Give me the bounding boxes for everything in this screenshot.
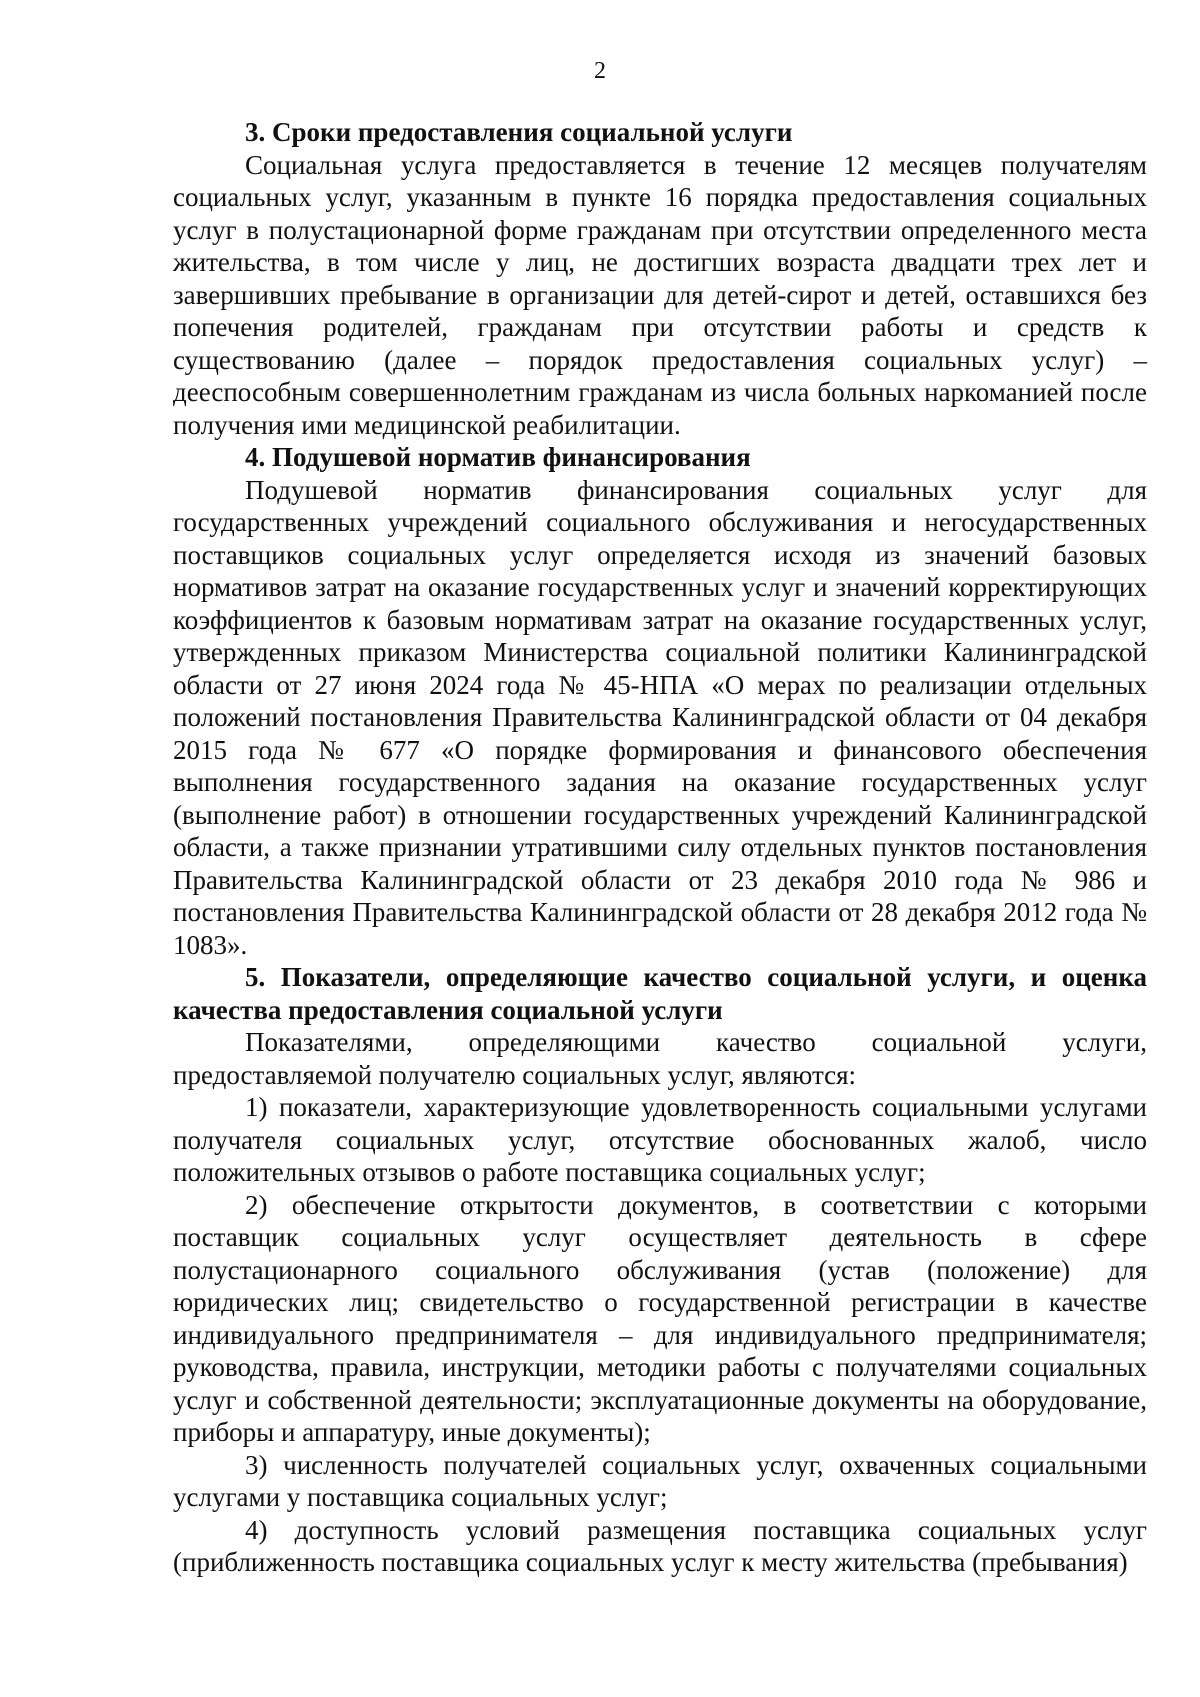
section-5-heading: 5. Показатели, определяющие качество социальной услуги, и оценка качества предоставления социальной услуги: [173, 962, 1147, 1025]
section-5-paragraph-4: 3) численность получателей социальных услуг, охваченных социальными услугами у поставщика социальных услуг;: [173, 1449, 1147, 1512]
document-body: [173, 116, 1147, 1579]
section-5-paragraph-2: 1) показатели, характеризующие удовлетворенность социальными услугами получателя социальных услуг, отсутствие обоснованных жалоб, число положительных отзывов о работе поставщика социальных услуг;: [173, 1092, 1147, 1187]
section-4-paragraph-1: Подушевой норматив финансирования социальных услуг для государственных учреждений социального обслуживания и негосударственных поставщиков социальных услуг определяется исходя из значений базовых нормативов затрат на оказание государственных услуг и значений корректирующих коэффициентов к базовым нормативам затрат на оказание государственных услуг, утвержденных приказом Министерства социальной политики Калининградской области от 27 июня 2024 года № 45-НПА «О мерах по реализации отдельных положений постановления Правительства Калининградской области от 04 декабря 2015 года № 677 «О порядке формирования и финансового обеспечения выполнения государственного задания на оказание государственных услуг (выполнение работ) в отношении государственных учреждений Калининградской области, а также признании утратившими силу отдельных пунктов постановления Правительства Калининградской области от 23 декабря 2010 года № 986 и постановления Правительства Калининградской области от 28 декабря 2012 года № 1083».: [173, 474, 1147, 960]
section-5-paragraph-3: 2) обеспечение открытости документов, в соответствии с которыми поставщик социальных услуг осуществляет деятельность в сфере полустационарного социального обслуживания (устав (положение) для юридических лиц; свидетельство о государственной регистрации в качестве индивидуального предпринимателя – для индивидуального предпринимателя; руководства, правила, инструкции, методики работы с получателями социальных услуг и собственной деятельности; эксплуатационные документы на оборудование, приборы и аппаратуру, иные документы);: [173, 1189, 1147, 1447]
section-4-heading: 4. Подушевой норматив финансирования: [245, 442, 751, 472]
page-number: 2: [594, 58, 606, 84]
section-3-heading: 3. Сроки предоставления социальной услуги: [245, 117, 793, 147]
section-5-paragraph-1: Показателями, определяющими качество социальной услуги, предоставляемой получателю социальных услуг, являются:: [173, 1027, 1147, 1090]
section-3-paragraph-1: Социальная услуга предоставляется в течение 12 месяцев получателям социальных услуг, указанным в пункте 16 порядка предоставления социальных услуг в полустационарной форме гражданам при отсутствии определенного места жительства, в том числе у лиц, не достигших возраста двадцати трех лет и завершивших пребывание в организации для детей-сирот и детей, оставшихся без попечения родителей, гражданам при отсутствии работы и средств к существованию (далее – порядок предоставления социальных услуг) – дееспособным совершеннолетним гражданам из числа больных наркоманией после получения ими медицинской реабилитации.: [173, 149, 1147, 440]
section-5-paragraph-5: 4) доступность условий размещения поставщика социальных услуг (приближенность поставщика социальных услуг к месту жительства (пребывания): [173, 1514, 1147, 1577]
